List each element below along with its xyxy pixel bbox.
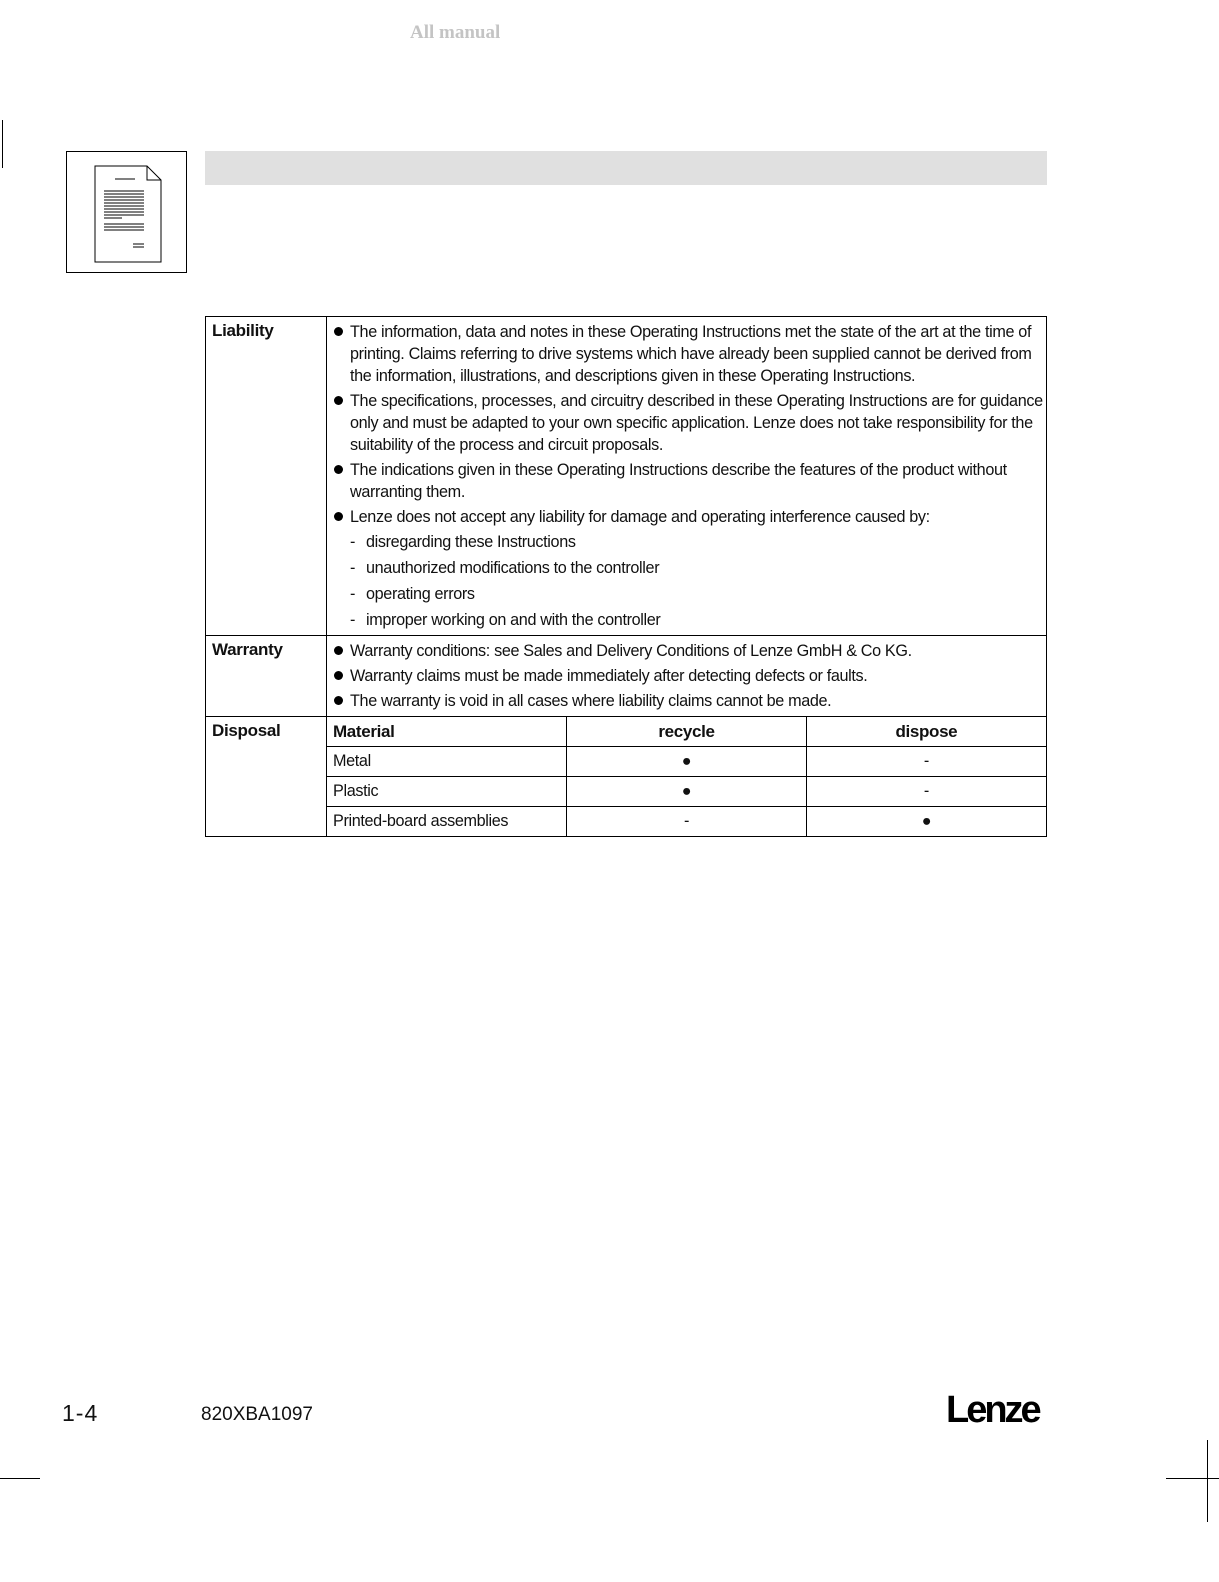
dispose-cell: - xyxy=(806,777,1046,807)
crop-mark-bottom-left xyxy=(0,1478,40,1479)
liability-sub-item: - operating errors xyxy=(350,585,475,603)
bullet-dot-icon xyxy=(334,327,343,336)
warranty-row xyxy=(206,636,1047,717)
bullet-dot-icon xyxy=(334,696,343,705)
warranty-bullet: The warranty is void in all cases where liability claims cannot be made. xyxy=(333,690,1043,712)
material-cell: Plastic xyxy=(327,777,567,807)
liability-bullet: Lenze does not accept any liability for damage and operating interference caused by: xyxy=(333,506,1043,528)
disposal-table xyxy=(327,717,1046,836)
brand-logo-text: Lenze xyxy=(946,1389,1039,1429)
page-number: 1-4 xyxy=(62,1400,99,1426)
crop-mark-top-left xyxy=(2,120,3,168)
table-row xyxy=(327,777,1046,807)
lenze-logo xyxy=(946,1385,1046,1429)
liability-row xyxy=(206,317,1047,636)
warranty-bullet: Warranty claims must be made immediately after detecting defects or faults. xyxy=(333,665,1043,687)
liability-bullet: The information, data and notes in these Operating Instructions met the state of the art at the time of printing. Claims referring to drive systems which have already been supplied cannot be derived from the information, illustrations, and descriptions given in these Operating Instructions. xyxy=(333,321,1043,387)
header-dispose: dispose xyxy=(806,717,1046,747)
recycle-cell: ● xyxy=(567,777,807,807)
material-cell: Metal xyxy=(327,747,567,777)
header-material: Material xyxy=(327,717,567,747)
legal-table xyxy=(205,316,1047,837)
section-header-bar xyxy=(205,151,1047,185)
disposal-row xyxy=(206,717,1047,837)
bullet-dot-icon xyxy=(334,396,343,405)
recycle-cell: - xyxy=(567,807,807,837)
warranty-label: Warranty xyxy=(206,636,327,717)
document-code: 820XBA1097 xyxy=(201,1404,313,1425)
bullet-dot-icon xyxy=(334,512,343,521)
liability-sub-item: - unauthorized modifications to the controller xyxy=(350,559,660,577)
recycle-cell: ● xyxy=(567,747,807,777)
bullet-dot-icon xyxy=(334,465,343,474)
dispose-cell: ● xyxy=(806,807,1046,837)
bullet-dot-icon xyxy=(334,646,343,655)
warranty-bullet: Warranty conditions: see Sales and Delivery Conditions of Lenze GmbH & Co KG. xyxy=(333,640,1043,662)
dispose-cell: - xyxy=(806,747,1046,777)
table-row xyxy=(327,807,1046,837)
disposal-content xyxy=(327,717,1047,837)
crop-mark-bottom-right-v xyxy=(1207,1440,1208,1522)
liability-sub-item: - disregarding these Instructions xyxy=(350,533,576,551)
material-cell: Printed-board assemblies xyxy=(333,812,509,830)
watermark: All manual xyxy=(410,22,501,43)
liability-content xyxy=(327,317,1047,636)
warranty-content xyxy=(327,636,1047,717)
bullet-dot-icon xyxy=(334,671,343,680)
crop-mark-bottom-right-h xyxy=(1166,1478,1219,1479)
header-recycle: recycle xyxy=(567,717,807,747)
disposal-label: Disposal xyxy=(206,717,327,837)
document-icon xyxy=(66,151,187,273)
liability-bullet: The specifications, processes, and circuitry described in these Operating Instructions are for guidance only and must be adapted to your own specific application. Lenze does not take responsibility for the suitability of the process and circuit proposals. xyxy=(333,390,1043,456)
disposal-header-row xyxy=(327,717,1046,747)
liability-sub-item: - improper working on and with the controller xyxy=(350,611,661,629)
table-row xyxy=(327,747,1046,777)
liability-label: Liability xyxy=(206,317,327,636)
page-icon xyxy=(67,152,186,272)
liability-bullet: The indications given in these Operating Instructions describe the features of the product without warranting them. xyxy=(333,459,1043,503)
